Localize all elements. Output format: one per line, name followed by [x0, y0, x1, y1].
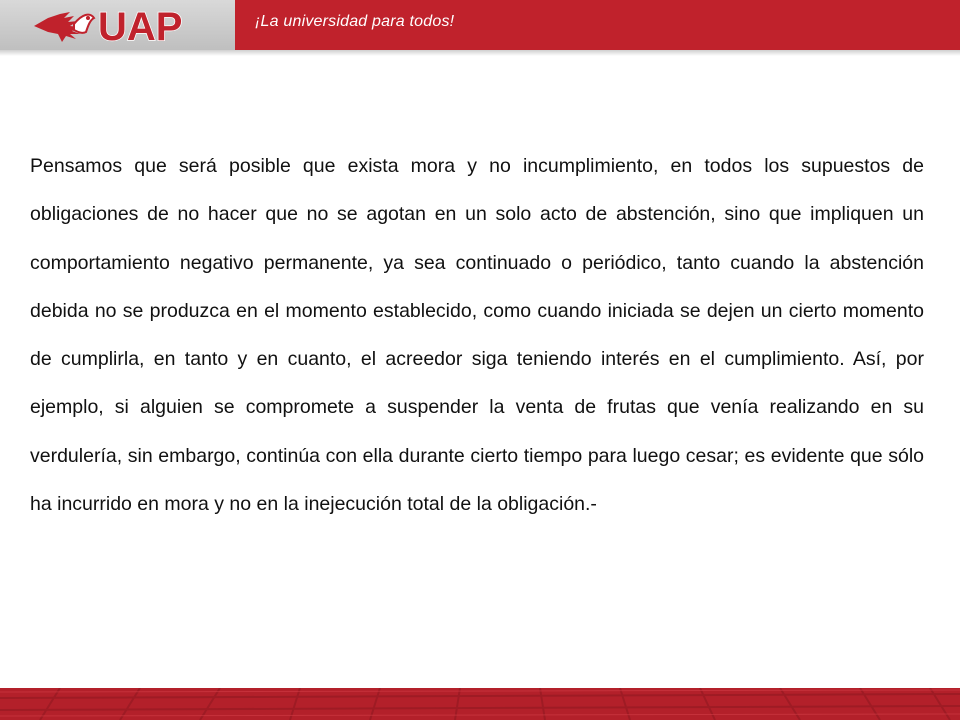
uap-logo [30, 4, 230, 46]
header [0, 0, 960, 50]
header-shadow [0, 50, 960, 56]
winged-horse-icon [34, 12, 94, 42]
tagline: ¡La universidad para todos! [255, 13, 455, 30]
logo-text: UAP [98, 5, 183, 46]
footer-pattern [0, 688, 960, 720]
body-paragraph: Pensamos que será posible que exista mora y no incumplimiento, en todos los supuestos de obligaciones de no hacer que no se agotan en un solo acto de abstención, sino que impliquen un comportamiento negativo permanente, ya sea continuado o periódico, tanto cuando la abstención debida no se produzca en el momento establecido, como cuando iniciada se dejen un cierto momento de cumplirla, en tanto y en cuanto, el acreedor siga teniendo interés en el cumplimiento. Así, por ejemplo, si alguien se compromete a suspender la venta de frutas que venía realizando en su verdulería, sin embargo, continúa con ella durante cierto tiempo para luego cesar; es evidente que sólo ha incurrido en mora y no en la inejecución total de la obligación.- [30, 155, 924, 516]
logo-area [0, 0, 235, 50]
footer-band [0, 688, 960, 720]
